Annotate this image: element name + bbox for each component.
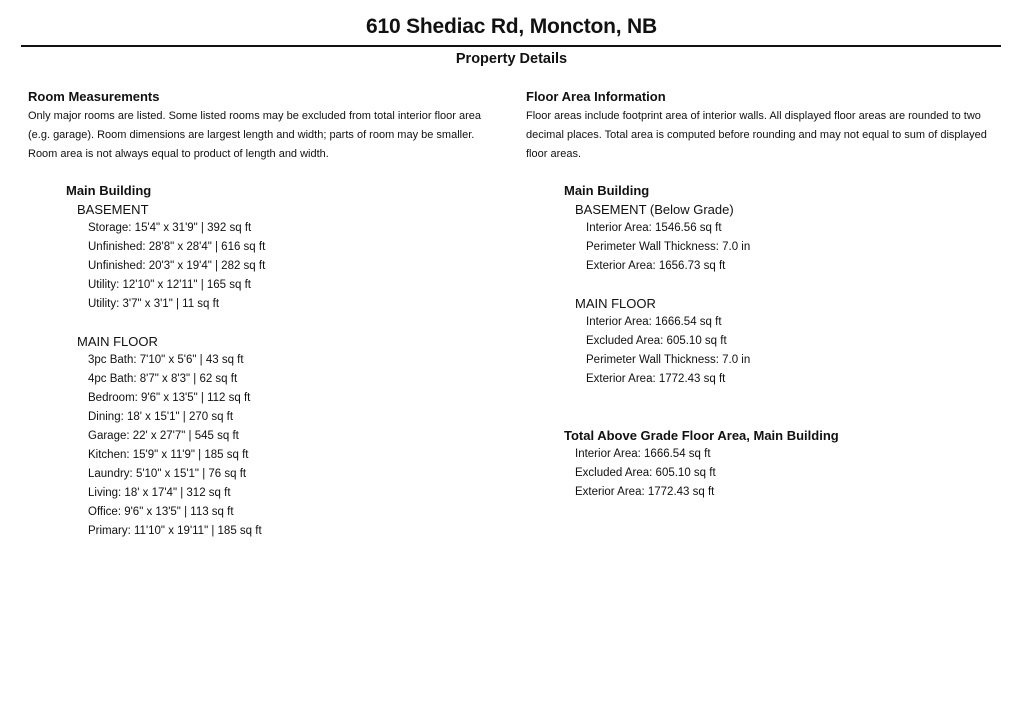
section-description: (e.g. garage). Room dimensions are largest length and width; parts of room may be smaller.: [28, 129, 475, 141]
room-entry: Unfinished: 28'8" x 28'4" | 616 sq ft: [88, 241, 266, 253]
section-description: decimal places. Total area is computed before rounding and may not equal to sum of displayed: [526, 129, 987, 141]
room-measurements-section: [28, 89, 503, 541]
total-entry: Excluded Area: 605.10 sq ft: [575, 467, 716, 479]
room-entry: Living: 18' x 17'4" | 312 sq ft: [88, 487, 231, 499]
area-entry: Interior Area: 1666.54 sq ft: [586, 316, 722, 328]
floor-heading: BASEMENT: [77, 202, 149, 217]
floor-heading: BASEMENT (Below Grade): [575, 202, 734, 217]
building-heading: Main Building: [564, 183, 650, 198]
section-description: Floor areas include footprint area of interior walls. All displayed floor areas are rounded to two: [526, 110, 981, 122]
area-entry: Perimeter Wall Thickness: 7.0 in: [586, 354, 751, 366]
room-entry: Garage: 22' x 27'7" | 545 sq ft: [88, 430, 239, 442]
room-entry: Dining: 18' x 15'1" | 270 sq ft: [88, 411, 234, 423]
total-entry: Exterior Area: 1772.43 sq ft: [575, 486, 715, 498]
page-subtitle: Property Details: [455, 51, 568, 67]
section-heading: Room Measurements: [28, 89, 160, 104]
room-entry: Utility: 3'7" x 3'1" | 11 sq ft: [88, 298, 220, 310]
room-entry: Utility: 12'10" x 12'11" | 165 sq ft: [88, 279, 251, 291]
section-heading: Floor Area Information: [526, 89, 666, 104]
area-entry: Interior Area: 1546.56 sq ft: [586, 222, 722, 234]
area-entry: Excluded Area: 605.10 sq ft: [586, 335, 727, 347]
title-divider: [21, 45, 1001, 47]
room-entry: Unfinished: 20'3" x 19'4" | 282 sq ft: [88, 260, 266, 272]
floor-heading: MAIN FLOOR: [77, 334, 158, 349]
total-entry: Interior Area: 1666.54 sq ft: [575, 448, 711, 460]
room-entry: Laundry: 5'10" x 15'1" | 76 sq ft: [88, 468, 247, 480]
total-heading: Total Above Grade Floor Area, Main Building: [564, 428, 839, 443]
building-heading: Main Building: [66, 183, 152, 198]
section-description: Room area is not always equal to product of length and width.: [28, 148, 329, 160]
room-entry: 3pc Bath: 7'10" x 5'6" | 43 sq ft: [88, 354, 244, 366]
room-entry: Storage: 15'4" x 31'9" | 392 sq ft: [88, 222, 252, 234]
room-entry: Office: 9'6" x 13'5" | 113 sq ft: [88, 506, 234, 518]
room-entry: Primary: 11'10" x 19'11" | 185 sq ft: [88, 525, 262, 537]
room-entry: Kitchen: 15'9" x 11'9" | 185 sq ft: [88, 449, 249, 461]
area-entry: Exterior Area: 1772.43 sq ft: [586, 373, 726, 385]
floor-heading: MAIN FLOOR: [575, 296, 656, 311]
area-entry: Perimeter Wall Thickness: 7.0 in: [586, 241, 751, 253]
page-title: 610 Shediac Rd, Moncton, NB: [366, 15, 657, 38]
floor-area-section: [526, 89, 1011, 502]
room-entry: Bedroom: 9'6" x 13'5" | 112 sq ft: [88, 392, 251, 404]
area-entry: Exterior Area: 1656.73 sq ft: [586, 260, 726, 272]
section-description: floor areas.: [526, 148, 582, 160]
room-entry: 4pc Bath: 8'7" x 8'3" | 62 sq ft: [88, 373, 238, 385]
section-description: Only major rooms are listed. Some listed rooms may be excluded from total interior floor area: [28, 110, 482, 122]
